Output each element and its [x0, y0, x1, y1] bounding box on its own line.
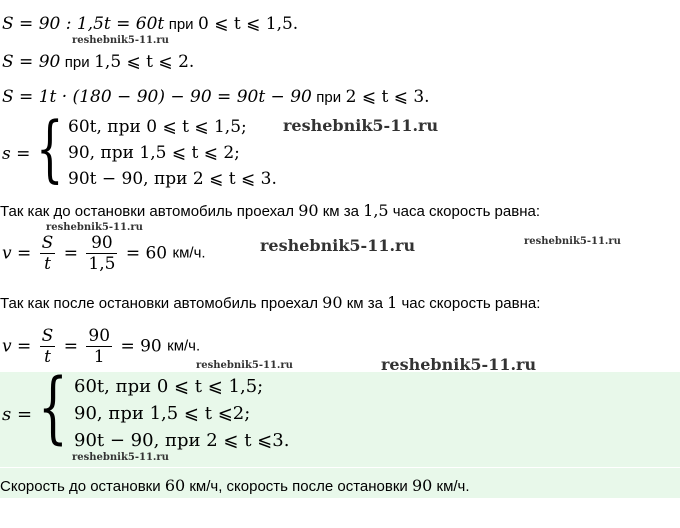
paragraph-1 [0, 201, 540, 220]
system-2-row-2: 90, при 1,5 ⩽ t ⩽2; [74, 403, 251, 424]
watermark: reshebnik5-11.ru [72, 452, 169, 463]
equation-2-range: 1,5 ⩽ t ⩽ 2. [94, 52, 195, 72]
watermark: reshebnik5-11.ru [72, 35, 169, 46]
equation-line-1 [2, 14, 298, 34]
velocity-1-equals: = [63, 243, 78, 264]
system-1-lhs: s = [2, 144, 31, 164]
velocity-2-fraction-s-t [40, 326, 56, 367]
watermark: reshebnik5-11.ru [260, 236, 416, 255]
equation-line-3 [2, 87, 430, 107]
system-1-brace: { [36, 106, 64, 190]
equation-2-pri: при [64, 54, 90, 71]
system-1-row-3: 90t − 90, при 2 ⩽ t ⩽ 3. [68, 169, 277, 189]
conclusion-mid: км/ч, скорость после остановки [189, 478, 408, 495]
system-2-row-3: 90t − 90, при 2 ⩽ t ⩽3. [74, 430, 290, 451]
paragraph-2-time: 1 [387, 293, 398, 312]
watermark: reshebnik5-11.ru [283, 116, 439, 135]
watermark: reshebnik5-11.ru [381, 355, 537, 374]
velocity-1-denominator-value: 1,5 [88, 254, 116, 274]
watermark: reshebnik5-11.ru [46, 222, 143, 233]
velocity-1-numerator-s: S [41, 233, 54, 253]
paragraph-2 [0, 293, 540, 312]
velocity-2-fraction-values [86, 326, 112, 367]
velocity-equation-2 [2, 326, 200, 367]
equation-3-pri: при [316, 89, 342, 106]
velocity-1-result: = 60 [125, 243, 168, 264]
watermark: reshebnik5-11.ru [524, 236, 621, 247]
velocity-1-fraction-s-t [40, 233, 56, 274]
paragraph-1-mid: км за [322, 203, 359, 220]
paragraph-2-mid: км за [346, 295, 383, 312]
paragraph-1-time: 1,5 [363, 201, 389, 220]
velocity-1-lhs: v = [2, 243, 32, 264]
system-1-row-2: 90, при 1,5 ⩽ t ⩽ 2; [68, 143, 240, 163]
velocity-2-denominator-value: 1 [86, 346, 112, 367]
velocity-2-numerator-s: S [41, 326, 54, 346]
equation-1-pri: при [168, 16, 194, 33]
equation-3-range: 2 ⩽ t ⩽ 3. [345, 87, 430, 107]
paragraph-2-pre: Так как после остановки автомобиль проехал [0, 295, 318, 312]
paragraph-1-distance: 90 [298, 201, 319, 220]
equation-1-range: 0 ⩽ t ⩽ 1,5. [198, 14, 299, 34]
watermark: reshebnik5-11.ru [196, 360, 293, 371]
velocity-2-result: = 90 [120, 336, 162, 357]
velocity-1-fraction-values [86, 233, 117, 274]
equation-3-math: S = 1t · (180 − 90) − 90 = 90t − 90 [2, 87, 312, 107]
velocity-2-denominator-t: t [40, 346, 56, 367]
paragraph-1-pre: Так как до остановки автомобиль проехал [0, 203, 295, 220]
velocity-2-equals: = [63, 336, 78, 357]
velocity-2-unit: км/ч. [167, 337, 201, 355]
velocity-1-unit: км/ч. [172, 244, 206, 262]
system-1-row-1: 60t, при 0 ⩽ t ⩽ 1,5; [68, 117, 247, 137]
system-2-brace: { [38, 363, 68, 453]
velocity-2-lhs: v = [2, 336, 32, 357]
equation-2-math: S = 90 [2, 52, 61, 72]
conclusion-post: км/ч. [436, 478, 470, 495]
velocity-1-numerator-value: 90 [91, 233, 113, 253]
velocity-2-numerator-value: 90 [88, 326, 111, 346]
velocity-equation-1 [2, 233, 206, 274]
system-2-lhs: s = [2, 404, 33, 425]
equation-line-2 [2, 52, 194, 72]
conclusion-speed-after: 90 [411, 476, 433, 495]
paragraph-1-post: часа скорость равна: [392, 203, 541, 220]
paragraph-2-post: час скорость равна: [401, 295, 541, 312]
velocity-1-denominator-t: t [40, 253, 56, 274]
equation-1-math: S = 90 : 1,5t = 60t [2, 14, 165, 34]
system-2-row-1: 60t, при 0 ⩽ t ⩽ 1,5; [74, 376, 264, 397]
conclusion [0, 476, 470, 495]
paragraph-2-distance: 90 [322, 293, 343, 312]
conclusion-speed-before: 60 [164, 476, 186, 495]
conclusion-pre: Скорость до остановки [0, 478, 161, 495]
